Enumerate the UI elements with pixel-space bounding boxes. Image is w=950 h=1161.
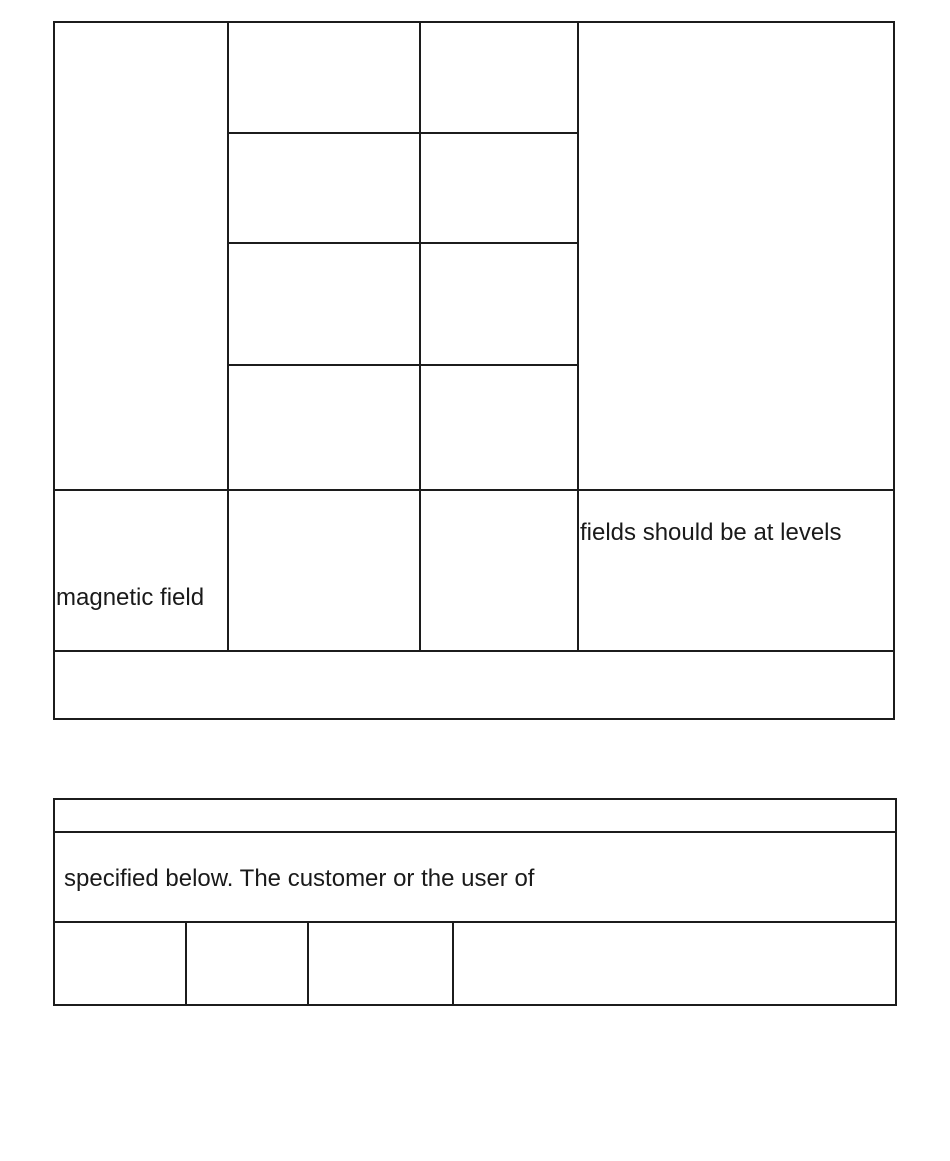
table-1-left-border	[53, 21, 55, 720]
table-2-top-border	[53, 798, 897, 800]
table-2-col-divider-1	[185, 921, 187, 1006]
table-1-bottom-border	[53, 718, 895, 720]
table-2-col-divider-3	[452, 921, 454, 1006]
table-2-intro-text: specified below. The customer or the user of	[64, 865, 535, 892]
table-1-right-border	[893, 21, 895, 720]
table-2-bottom-border	[53, 1004, 897, 1006]
table-1-subrow-divider-1	[227, 132, 579, 134]
table-1-subrow-divider-2	[227, 242, 579, 244]
table-1-row-divider-1	[53, 489, 895, 491]
table-2-row-divider-2	[53, 921, 897, 923]
table-1-row-divider-2	[53, 650, 895, 652]
table-2-row-divider-1	[53, 831, 897, 833]
magnetic-field-label: magnetic field	[56, 584, 205, 611]
table-1-col-divider-1	[227, 21, 229, 652]
table-2-col-divider-2	[307, 921, 309, 1006]
table-2-left-border	[53, 798, 55, 1006]
table-1-col-divider-3	[577, 21, 579, 652]
table-1-subrow-divider-3	[227, 364, 579, 366]
table-1-top-border	[53, 21, 895, 23]
table-1-col-divider-2	[419, 21, 421, 652]
field-levels-note: fields should be at levels	[580, 519, 842, 546]
table-2-right-border	[895, 798, 897, 1006]
